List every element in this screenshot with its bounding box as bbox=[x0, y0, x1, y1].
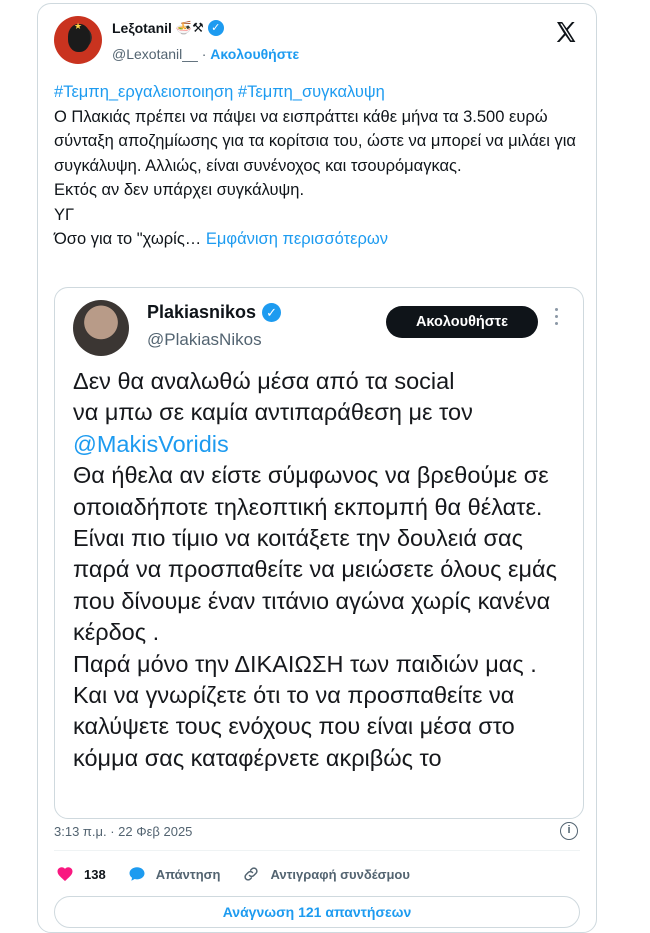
tweet-timestamp[interactable]: 3:13 π.μ. · 22 Φεβ 2025 bbox=[54, 824, 193, 839]
follow-link[interactable]: Ακολουθήστε bbox=[210, 46, 300, 62]
quoted-author-name[interactable]: Plakiasnikos bbox=[147, 302, 257, 322]
tweet-truncated-line bbox=[54, 227, 584, 252]
reply-bubble-icon bbox=[128, 865, 146, 883]
quoted-author-avatar[interactable] bbox=[73, 300, 129, 356]
quoted-paragraph: Και να γνωρίζετε ότι το να προσπαθείτε να καλύψετε τους ενόχους που είναι μέσα στο κόμμα σας καταφέρνετε ακριβώς το bbox=[73, 682, 515, 771]
quoted-paragraph: Θα ήθελα αν είστε σύμφωνος να βρεθούμε σε οποιαδήποτε τηλεοπτική εκπομπή θα θέλατε. bbox=[73, 462, 549, 520]
tweet-card bbox=[37, 3, 597, 933]
read-replies-button[interactable]: Ανάγνωση 121 απαντήσεων bbox=[54, 896, 580, 928]
author-name-line[interactable] bbox=[112, 20, 224, 36]
heart-icon bbox=[56, 865, 74, 883]
tweet-text bbox=[54, 80, 584, 252]
quoted-author-name-line[interactable] bbox=[147, 302, 281, 323]
quoted-line: να μπω σε καμία αντιπαράθεση με τον bbox=[73, 399, 473, 426]
tweet-hashtags[interactable]: #Τεμπη_εργαλειοποιηση #Τεμπη_συγκαλυψη bbox=[54, 83, 385, 101]
copy-link-button[interactable] bbox=[242, 865, 409, 883]
link-icon bbox=[242, 865, 260, 883]
separator-dot: · bbox=[201, 46, 207, 62]
tweet-paragraph: Ο Πλακιάς πρέπει να πάψει να εισπράττει κάθε μήνα τα 3.500 ευρώ σύνταξη αποζημίωσης για τα κορίτσια του, ώστε να μπορεί να μιλάει για συγκάλυψη. Αλλιώς, είναι συνένοχος και τσουρόμαγκας. bbox=[54, 107, 576, 175]
verified-badge-icon: ✓ bbox=[262, 303, 281, 322]
more-options-icon[interactable] bbox=[553, 308, 561, 329]
tweet-header bbox=[54, 14, 580, 66]
tweet-paragraph: Εκτός αν δεν υπάρχει συγκάλυψη. bbox=[54, 181, 305, 199]
quoted-author-handle[interactable]: @PlakiasNikos bbox=[147, 330, 262, 349]
show-more-link[interactable]: Εμφάνιση περισσότερων bbox=[205, 230, 388, 248]
verified-badge-icon: ✓ bbox=[208, 20, 224, 36]
quoted-follow-button[interactable]: Ακολουθήστε bbox=[386, 306, 538, 338]
quoted-paragraph: Είναι πιο τίμιο να κοιτάξετε την δουλειά σας παρά να προσπαθείτε να μειώσετε όλους εμάς που δίνουμε έναν τιτάνιο αγώνα χωρίς κανένα κέρδος . bbox=[73, 525, 557, 646]
copy-link-label: Αντιγραφή συνδέσμου bbox=[270, 866, 410, 882]
reply-label: Απάντηση bbox=[155, 866, 221, 882]
x-logo-icon[interactable] bbox=[554, 20, 578, 44]
author-name[interactable]: Lеξotanil bbox=[112, 20, 172, 36]
author-avatar[interactable] bbox=[54, 16, 102, 64]
quoted-line: Δεν θα αναλωθώ μέσα από τα social bbox=[73, 368, 455, 394]
tweet-truncated-text: Όσο για το "χωρίς… bbox=[54, 230, 202, 248]
mention-link[interactable]: @MakisVoridis bbox=[73, 430, 229, 457]
reply-button[interactable] bbox=[128, 865, 221, 883]
like-button[interactable] bbox=[56, 865, 106, 883]
star-icon: ★ bbox=[74, 21, 83, 31]
author-handle-line bbox=[112, 46, 299, 62]
divider bbox=[54, 850, 580, 851]
tweet-paragraph: ΥΓ bbox=[54, 205, 75, 224]
quoted-tweet-body bbox=[73, 366, 573, 774]
like-count: 138 bbox=[84, 866, 106, 882]
quoted-tweet[interactable] bbox=[54, 287, 584, 819]
info-icon[interactable]: i bbox=[560, 822, 578, 840]
author-emoji: 🍜⚒ bbox=[175, 20, 204, 35]
action-bar bbox=[56, 862, 432, 886]
author-handle[interactable]: @Lexotanil__ bbox=[112, 46, 198, 62]
quoted-paragraph: Παρά μόνο την ΔΙΚΑΙΩΣΗ των παιδιών μας . bbox=[73, 650, 537, 677]
